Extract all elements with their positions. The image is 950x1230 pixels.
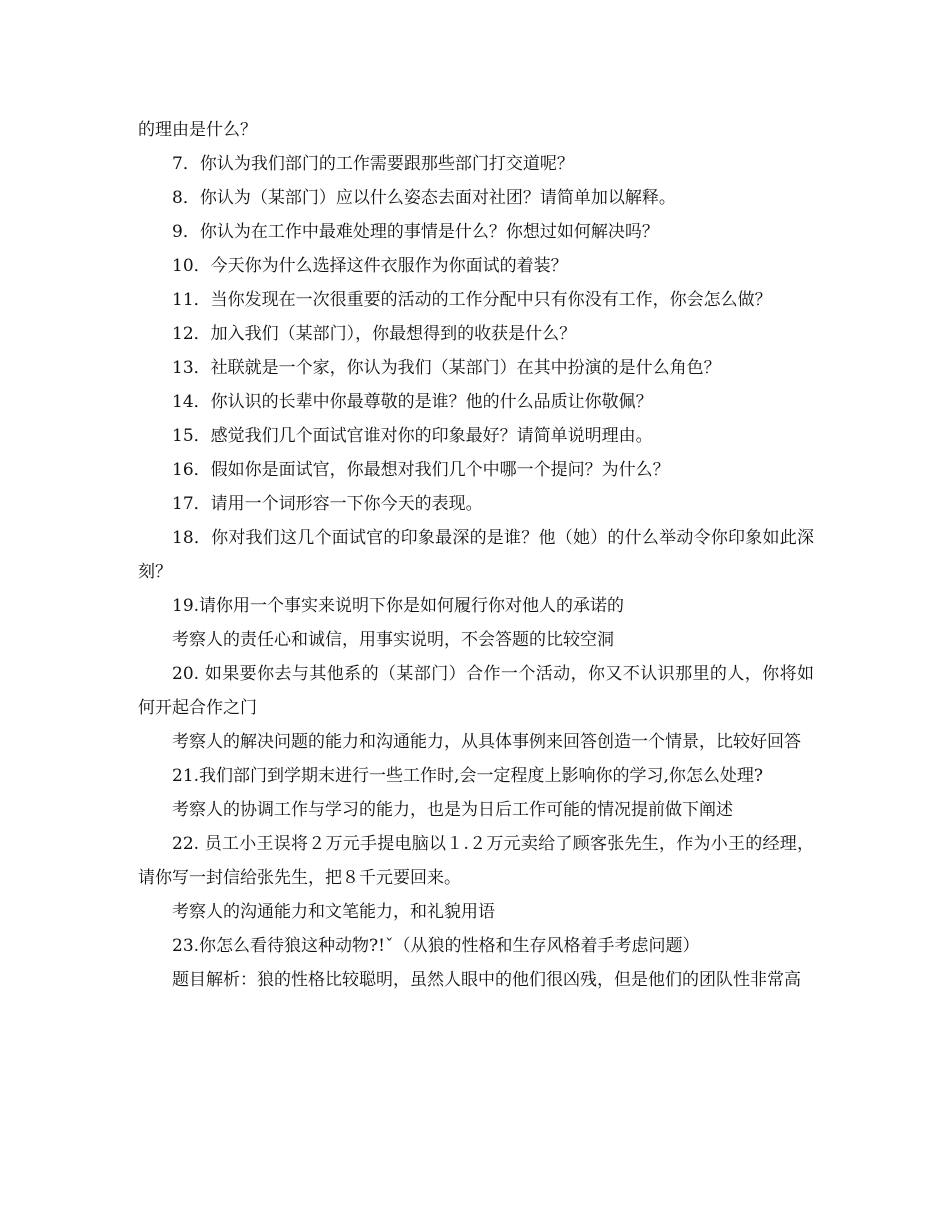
- paragraph: 11．当你发现在一次很重要的活动的工作分配中只有你没有工作，你会怎么做？: [172, 290, 772, 310]
- paragraph: 17．请用一个词形容一下你今天的表现。: [172, 494, 483, 514]
- paragraph: 15．感觉我们几个面试官谁对你的印象最好？请简单说明理由。: [172, 426, 653, 446]
- paragraph: 的理由是什么？: [138, 120, 257, 140]
- paragraph: 9．你认为在工作中最难处理的事情是什么？你想过如何解决吗？: [172, 222, 659, 242]
- paragraph: 19.请你用一个事实来说明下你是如何履行你对他人的承诺的: [172, 596, 625, 616]
- paragraph: 考察人的解决问题的能力和沟通能力，从具体事例来回答创造一个情景，比较好回答: [172, 732, 801, 752]
- paragraph: 23.你怎么看待狼这种动物?!ˇ（从狼的性格和生存风格着手考虑问题）: [172, 936, 700, 956]
- paragraph: 7．你认为我们部门的工作需要跟那些部门打交道呢？: [172, 154, 574, 174]
- paragraph: 16．假如你是面试官，你最想对我们几个中哪一个提问？为什么？: [172, 460, 670, 480]
- paragraph: 12．加入我们（某部门），你最想得到的收获是什么？: [172, 324, 577, 344]
- document-body: [138, 113, 814, 997]
- paragraph: 20. 如果要你去与其他系的（某部门）合作一个活动，你又不认识那里的人，你将如何开起合作之门: [138, 664, 814, 718]
- paragraph: 考察人的协调工作与学习的能力，也是为日后工作可能的情况提前做下阐述: [172, 800, 733, 820]
- paragraph: 14．你认识的长辈中你最尊敬的是谁？他的什么品质让你敬佩？: [172, 392, 653, 412]
- paragraph: 10．今天你为什么选择这件衣服作为你面试的着装？: [172, 256, 568, 276]
- paragraph: 考察人的责任心和诚信，用事实说明，不会答题的比较空洞: [172, 630, 614, 650]
- paragraph: 18．你对我们这几个面试官的印象最深的是谁？他（她）的什么举动令你印象如此深刻？: [138, 528, 814, 582]
- paragraph: 考察人的沟通能力和文笔能力，和礼貌用语: [172, 902, 495, 922]
- paragraph: 21.我们部门到学期末进行一些工作时,会一定程度上影响你的学习,你怎么处理?: [172, 766, 763, 786]
- paragraph: 13．社联就是一个家，你认为我们（某部门）在其中扮演的是什么角色？: [172, 358, 721, 378]
- paragraph: 22. 员工小王误将２万元手提电脑以１.２万元卖给了顾客张先生，作为小王的经理，请你写一封信给张先生，把８千元要回来。: [138, 834, 814, 888]
- paragraph: 8．你认为（某部门）应以什么姿态去面对社团？请简单加以解释。: [172, 188, 676, 208]
- paragraph: 题目解析：狼的性格比较聪明，虽然人眼中的他们很凶残，但是他们的团队性非常高: [172, 970, 801, 990]
